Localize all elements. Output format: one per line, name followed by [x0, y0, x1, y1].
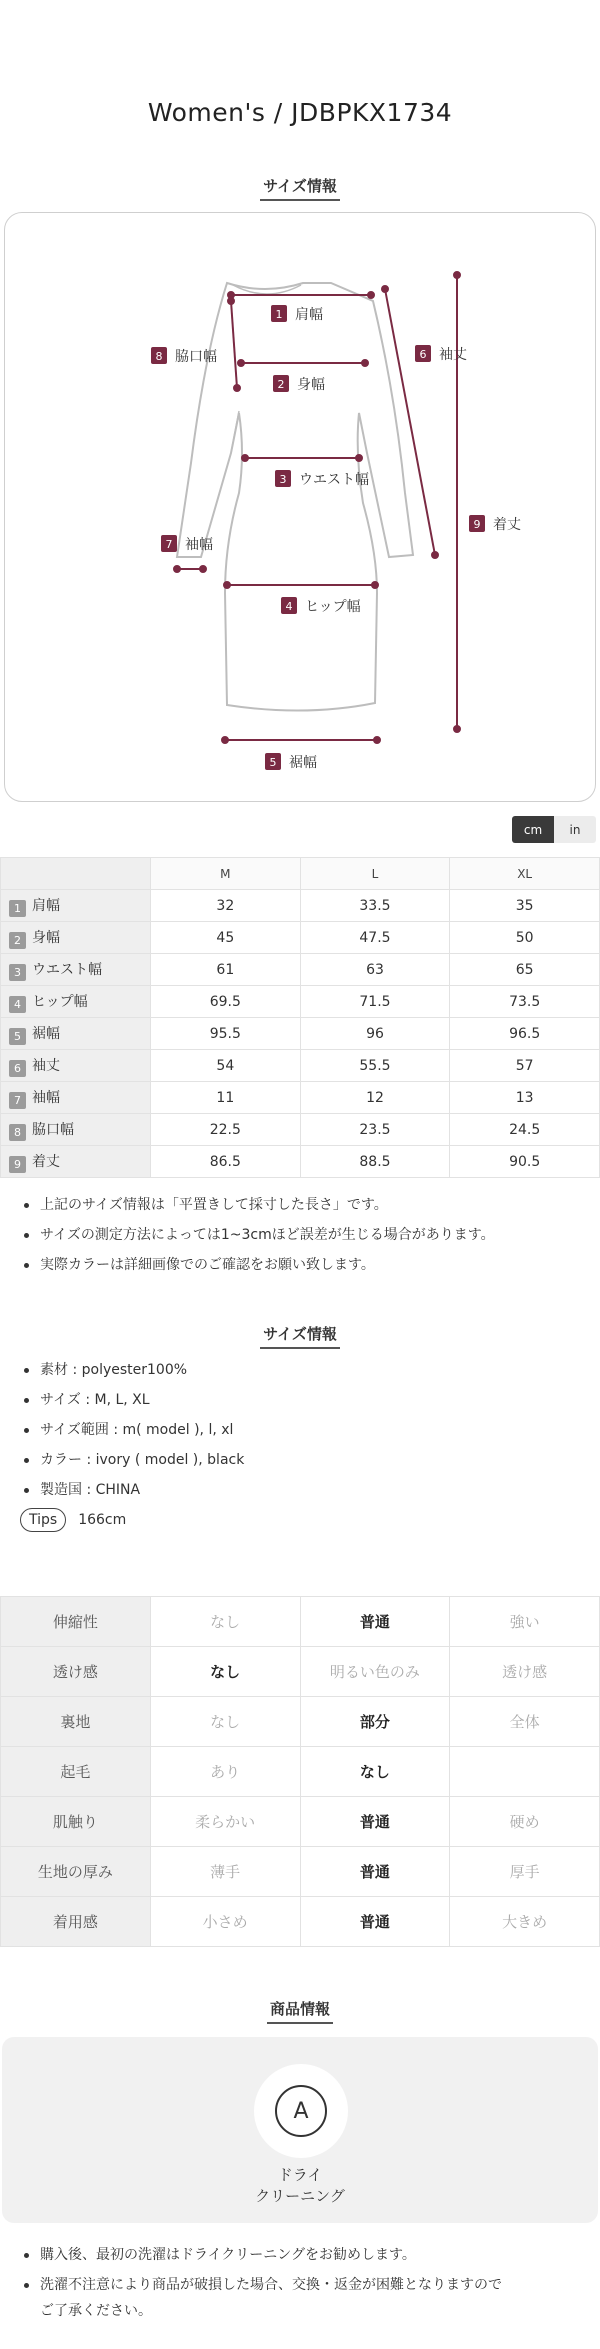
size-value-cell: 11	[151, 1082, 301, 1114]
svg-text:6: 6	[419, 348, 427, 361]
size-row-label	[1, 922, 151, 954]
spec-item: サイズ範囲 : m( model ), l, xl	[22, 1415, 592, 1445]
fabric-row	[1, 1697, 600, 1747]
note-item: サイズの測定方法によっては1~3cmほど誤差が生じる場合があります。	[22, 1220, 592, 1250]
fabric-option: なし	[150, 1597, 300, 1647]
fabric-option: 明るい色のみ	[300, 1647, 450, 1697]
fabric-option-selected: 普通	[300, 1797, 450, 1847]
svg-text:7: 7	[165, 538, 173, 551]
size-value-cell: 33.5	[300, 890, 450, 922]
fabric-option: 薄手	[150, 1847, 300, 1897]
size-value-cell: 22.5	[151, 1114, 301, 1146]
label-shoulder	[271, 305, 323, 323]
size-table-corner	[1, 858, 151, 890]
size-value-cell: 73.5	[450, 986, 600, 1018]
size-value-cell: 47.5	[300, 922, 450, 954]
fabric-option-selected: 普通	[300, 1897, 450, 1947]
fabric-row	[1, 1647, 600, 1697]
fabric-option: 柔らかい	[150, 1797, 300, 1847]
fabric-option	[450, 1747, 600, 1797]
svg-text:1: 1	[275, 308, 283, 321]
row-number-badge: 9	[9, 1156, 26, 1173]
product-title: Women's / JDBPKX1734	[147, 98, 453, 127]
label-armhole	[151, 347, 217, 365]
size-table-header	[1, 858, 600, 890]
size-value-cell: 12	[300, 1082, 450, 1114]
size-value-cell: 45	[151, 922, 301, 954]
size-row	[1, 986, 600, 1018]
size-value-cell: 13	[450, 1082, 600, 1114]
fabric-attribute-name: 裏地	[1, 1697, 151, 1747]
svg-text:脇口幅: 脇口幅	[175, 349, 217, 365]
size-value-cell: 69.5	[151, 986, 301, 1018]
row-label-text: 着丈	[32, 1153, 60, 1170]
size-row	[1, 922, 600, 954]
size-value-cell: 23.5	[300, 1114, 450, 1146]
care-icon-bg	[254, 2064, 348, 2158]
svg-text:4: 4	[285, 600, 293, 613]
fabric-option: 小さめ	[150, 1897, 300, 1947]
size-value-cell: 61	[151, 954, 301, 986]
svg-text:袖幅: 袖幅	[185, 537, 213, 553]
size-row-label	[1, 1114, 151, 1146]
care-note-item: 購入後、最初の洗濯はドライクリーニングをお勧めします。	[22, 2240, 592, 2270]
size-row	[1, 1114, 600, 1146]
size-info-heading-2: サイズ情報	[0, 1323, 600, 1349]
size-value-cell: 54	[151, 1050, 301, 1082]
size-header-l: L	[300, 858, 450, 890]
svg-text:5: 5	[269, 756, 277, 769]
sleeve-length-line	[385, 289, 435, 555]
fabric-attribute-name: 起毛	[1, 1747, 151, 1797]
svg-text:身幅: 身幅	[297, 377, 325, 393]
size-row-label	[1, 1082, 151, 1114]
size-row-label	[1, 986, 151, 1018]
spec-list	[22, 1355, 592, 1505]
fabric-row	[1, 1897, 600, 1947]
fabric-attribute-name: 着用感	[1, 1897, 151, 1947]
size-row-label	[1, 890, 151, 922]
label-sleeve-width	[161, 535, 213, 553]
row-label-text: 脇口幅	[32, 1121, 74, 1138]
row-label-text: 袖幅	[32, 1089, 60, 1106]
fabric-row	[1, 1847, 600, 1897]
fabric-option: 硬め	[450, 1797, 600, 1847]
armhole-line	[231, 301, 237, 388]
size-value-cell: 95.5	[151, 1018, 301, 1050]
fabric-attribute-name: 伸縮性	[1, 1597, 151, 1647]
fabric-table	[0, 1596, 600, 1947]
care-note-item: 洗濯不注意により商品が破損した場合、交換・返金が困難となりますので	[22, 2270, 592, 2300]
care-notes	[22, 2240, 592, 2300]
svg-text:袖丈: 袖丈	[439, 347, 467, 363]
fabric-row	[1, 1797, 600, 1847]
size-value-cell: 71.5	[300, 986, 450, 1018]
row-number-badge: 2	[9, 932, 26, 949]
size-row-label	[1, 1050, 151, 1082]
fabric-option: 厚手	[450, 1847, 600, 1897]
tips-text: 166cm	[78, 1512, 127, 1528]
size-value-cell: 32	[151, 890, 301, 922]
row-label-text: ヒップ幅	[32, 993, 88, 1010]
size-diagram	[4, 212, 596, 802]
size-value-cell: 35	[450, 890, 600, 922]
svg-text:3: 3	[279, 473, 287, 486]
note-item: 実際カラーは詳細画像でのご確認をお願い致します。	[22, 1250, 592, 1280]
label-sleeve-length	[415, 345, 467, 363]
size-value-cell: 24.5	[450, 1114, 600, 1146]
size-value-cell: 55.5	[300, 1050, 450, 1082]
svg-text:裾幅: 裾幅	[289, 755, 317, 771]
svg-text:9: 9	[473, 518, 481, 531]
product-info-heading: 商品情報	[0, 1998, 600, 2024]
fabric-option-selected: 部分	[300, 1697, 450, 1747]
spec-item: サイズ : M, L, XL	[22, 1385, 592, 1415]
label-chest	[273, 375, 325, 393]
svg-text:着丈: 着丈	[493, 517, 521, 533]
size-row	[1, 890, 600, 922]
row-label-text: ウエスト幅	[32, 961, 102, 978]
size-header-m: M	[151, 858, 301, 890]
label-hem	[265, 753, 317, 771]
fabric-attribute-name: 生地の厚み	[1, 1847, 151, 1897]
tips-row	[20, 1508, 126, 1532]
fabric-attribute-name: 肌触り	[1, 1797, 151, 1847]
fabric-option-selected: 普通	[300, 1847, 450, 1897]
row-number-badge: 5	[9, 1028, 26, 1045]
row-label-text: 裾幅	[32, 1025, 60, 1042]
size-row-label	[1, 954, 151, 986]
fabric-option: 全体	[450, 1697, 600, 1747]
fabric-option: 大きめ	[450, 1897, 600, 1947]
spec-item: カラー : ivory ( model ), black	[22, 1445, 592, 1475]
care-label	[2, 2165, 598, 2207]
svg-text:2: 2	[277, 378, 285, 391]
label-hip	[281, 597, 361, 615]
size-value-cell: 57	[450, 1050, 600, 1082]
svg-text:ヒップ幅: ヒップ幅	[305, 599, 361, 615]
svg-text:肩幅: 肩幅	[295, 307, 323, 323]
dress-outline	[177, 283, 413, 711]
size-value-cell: 86.5	[151, 1146, 301, 1178]
svg-text:ウエスト幅: ウエスト幅	[299, 472, 369, 488]
dress-diagram	[5, 213, 597, 803]
tips-badge: Tips	[20, 1508, 66, 1532]
label-waist	[275, 470, 369, 488]
fabric-row	[1, 1597, 600, 1647]
size-row	[1, 1146, 600, 1178]
size-notes	[22, 1190, 592, 1280]
care-label-line2: クリーニング	[255, 2187, 345, 2205]
row-number-badge: 4	[9, 996, 26, 1013]
row-number-badge: 7	[9, 1092, 26, 1109]
row-label-text: 身幅	[32, 929, 60, 946]
fabric-option: 強い	[450, 1597, 600, 1647]
size-header-xl: XL	[450, 858, 600, 890]
care-note-continued: ご了承ください。	[40, 2303, 152, 2319]
size-value-cell: 88.5	[300, 1146, 450, 1178]
fabric-option: あり	[150, 1747, 300, 1797]
label-length	[469, 515, 521, 533]
row-number-badge: 6	[9, 1060, 26, 1077]
size-info-heading: サイズ情報	[0, 175, 600, 201]
fabric-option: なし	[150, 1697, 300, 1747]
care-box	[2, 2037, 598, 2223]
svg-text:8: 8	[155, 350, 163, 363]
size-table	[0, 857, 600, 1178]
size-row	[1, 1018, 600, 1050]
spec-item: 製造国 : CHINA	[22, 1475, 592, 1505]
fabric-option-selected: なし	[150, 1647, 300, 1697]
size-row	[1, 1082, 600, 1114]
fabric-option-selected: なし	[300, 1747, 450, 1797]
size-row	[1, 1050, 600, 1082]
fabric-row	[1, 1747, 600, 1797]
unit-toggle[interactable]	[512, 816, 596, 843]
fabric-option-selected: 普通	[300, 1597, 450, 1647]
row-label-text: 袖丈	[32, 1057, 60, 1074]
unit-cm-button[interactable]: cm	[512, 816, 554, 843]
note-item: 上記のサイズ情報は「平置きして採寸した長さ」です。	[22, 1190, 592, 1220]
fabric-attribute-name: 透け感	[1, 1647, 151, 1697]
size-value-cell: 50	[450, 922, 600, 954]
row-number-badge: 1	[9, 900, 26, 917]
care-label-line1: ドライ	[277, 2166, 323, 2184]
unit-in-button[interactable]: in	[554, 816, 596, 843]
row-number-badge: 8	[9, 1124, 26, 1141]
size-row-label	[1, 1018, 151, 1050]
spec-item: 素材 : polyester100%	[22, 1355, 592, 1385]
size-value-cell: 96	[300, 1018, 450, 1050]
row-number-badge: 3	[9, 964, 26, 981]
size-row-label	[1, 1146, 151, 1178]
size-value-cell: 65	[450, 954, 600, 986]
size-value-cell: 63	[300, 954, 450, 986]
dry-clean-icon: A	[275, 2085, 327, 2137]
row-label-text: 肩幅	[32, 897, 60, 914]
size-row	[1, 954, 600, 986]
fabric-option: 透け感	[450, 1647, 600, 1697]
size-value-cell: 96.5	[450, 1018, 600, 1050]
size-value-cell: 90.5	[450, 1146, 600, 1178]
